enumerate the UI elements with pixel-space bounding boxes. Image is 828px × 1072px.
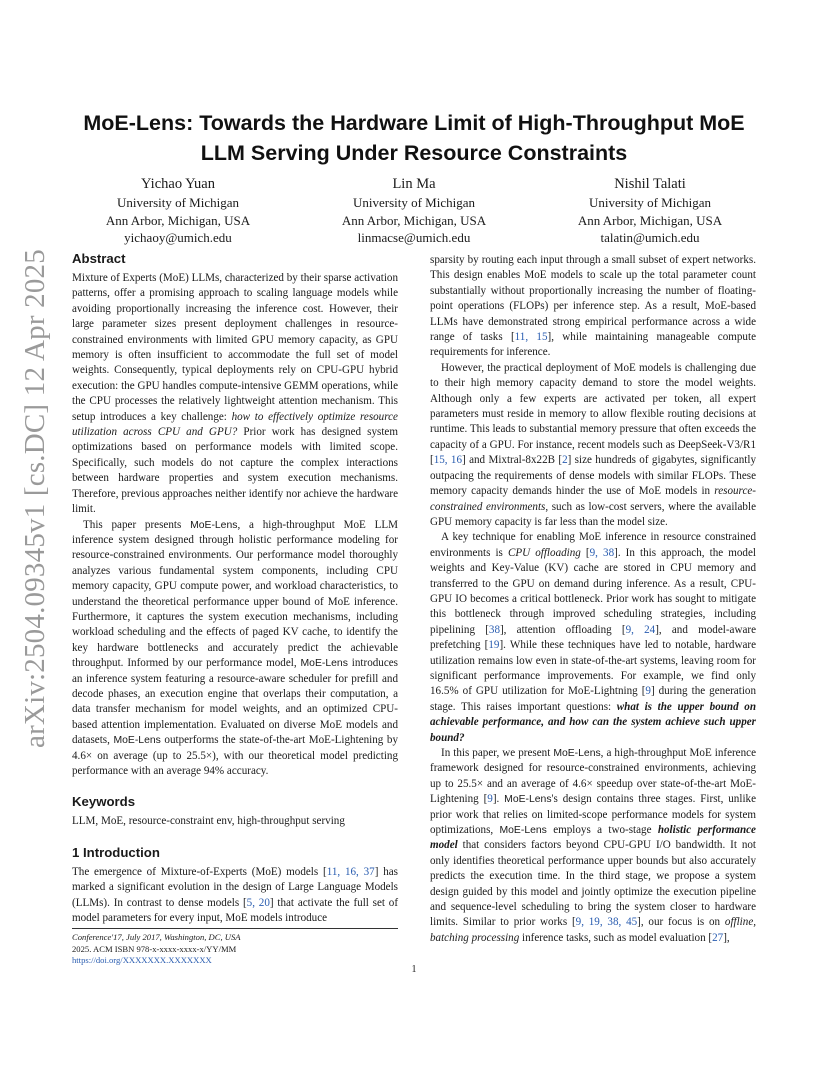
citation-link[interactable]: 9, 19, 38, 45 xyxy=(575,916,638,929)
right-column xyxy=(430,253,756,946)
author-affiliation: University of Michigan xyxy=(352,195,476,210)
author-block xyxy=(60,174,768,247)
left-column xyxy=(72,250,398,926)
abstract-paragraph-2: This paper presents MoE-Lens, a high-throughput MoE LLM inference system designed through holistic performance modeling for resource-constrained environments. Our performance model thoroughly analyzes various fundamental system components, including CPU memory capacity, GPU compute power, and workload characteristics, to understand the theoretical performance upper bound of MoE inference. Furthermore, it captures the system execution mechanisms, including workload scheduling and the effects of paged KV cache, to identify the key hardware bottlenecks and accurately predict the achievable throughput. Informed by our performance model, MoE-Lens introduces an inference system featuring a resource-aware scheduler for prefill and decode phases, an execution engine that overlaps their computation, a data transfer mechanism for model weights, and an optimized CPU-based attention implementation. Evaluated on diverse MoE models and datasets, MoE-Lens outperforms the state-of-the-art MoE-Lightening by 4.6× on average (up to 25.5×), with our theoretical model predicting performance with an average 94% accuracy. xyxy=(72,518,398,777)
author-affiliation: University of Michigan xyxy=(588,195,712,210)
citation-link[interactable]: 15, 16 xyxy=(433,454,463,467)
isbn-line: 2025. ACM ISBN 978-x-xxxx-xxxx-x/YY/MM xyxy=(72,943,237,954)
author-3 xyxy=(532,174,768,247)
citation-link[interactable]: 9, 38 xyxy=(589,546,615,559)
intro-paragraph-5: In this paper, we present MoE-Lens, a high-throughput MoE inference framework designed for resource-constrained environments, achieving up to 25.5× and an average of 4.6× speedup over state-of-the-art MoE-Lightening [9]. MoE-Lens's design contains three stages. First, unlike prior work that relies on limited-scope performance models for system optimizations, MoE-Lens employs a two-stage holistic performance model that considers factors beyond CPU-GPU I/O bandwidth. It not only identifies theoretical performance upper bounds but also accurately predicts the execution time. In the third stage, we propose a system design guided by this model and jointly optimize the execution pipeline and sequence-level scheduling to bring the system closer to hardware limits. Similar to prior works [9, 19, 38, 45], our focus is on offline, batching processing inference tasks, such as model evaluation [27], xyxy=(430,747,757,944)
intro-paragraph-3: However, the practical deployment of MoE models is challenging due to their high memory capacity demand to store the model weights. Although only a few experts are activated per token, all expert parameters must reside in memory to allow flexible routing decisions at runtime. This leads to substantial memory pressure that often exceeds the capacity of a GPU. For instance, recent models such as DeepSeek-V3/R1 [15, 16] and Mixtral-8x22B [2] size hundreds of gigabytes, significantly outpacing the requirements of dense models with similar FLOPs. These memory capacity demands hinder the use of MoE models in resource-constrained environments, such as low-cost servers, where the available GPU memory capacity is far less than the model size. xyxy=(430,361,757,528)
citation-link[interactable]: 9 xyxy=(487,793,493,806)
citation-link[interactable]: 19 xyxy=(488,639,500,652)
intro-paragraph-1: The emergence of Mixture-of-Experts (MoE) models [11, 16, 37] has marked a significant evolution in the design of Large Language Models (LLMs). In contrast to dense models [5, 20] that activate the full set of model parameters for every input, MoE models introduce xyxy=(72,865,399,925)
conference-line: Conference'17, July 2017, Washington, DC, USA xyxy=(72,932,241,942)
keywords-heading: Keywords xyxy=(72,794,136,810)
citation-link[interactable]: 9, 24 xyxy=(625,623,656,636)
author-2 xyxy=(296,174,532,247)
author-name: Lin Ma xyxy=(392,176,436,192)
doi-link[interactable]: https://doi.org/XXXXXXX.XXXXXXX xyxy=(72,955,212,965)
introduction-heading: 1 Introduction xyxy=(72,844,160,860)
intro-paragraph-2: sparsity by routing each input through a small subset of expert networks. This design enables MoE models to scale up the total parameter count substantially without proportionally increasing the number of floating-point operations (FLOPs) per inference step. As a result, MoE-based LLMs have demonstrated strong empirical performance across a wide range of tasks [11, 15], while maintaining manageable compute requirements for inference. xyxy=(430,254,756,359)
author-affiliation: University of Michigan xyxy=(116,195,240,210)
author-location: Ann Arbor, Michigan, USA xyxy=(341,212,487,228)
citation-link[interactable]: 2 xyxy=(562,454,568,467)
author-name: Yichao Yuan xyxy=(141,176,215,192)
author-email[interactable]: talatin@umich.edu xyxy=(600,230,700,245)
abstract-paragraph-1: Mixture of Experts (MoE) LLMs, characterized by their sparse activation patterns, offer a promising approach to scaling language models while avoiding proportionally increasing the inference cost. However, their large parameter sizes present deployment challenges in resource-constrained environments with limited GPU memory capacity, as GPU memory is often insufficient to accommodate the full set of model weights. Consequently, typical deployments rely on CPU-GPU hybrid execution: the GPU handles compute-intensive GEMM operations, while the CPU processes the relatively lightweight attention mechanism. This setup introduces a key challenge: how to effectively optimize resource utilization across CPU and GPU? Prior work has designed system optimizations based on performance models with limited scope. Specifically, such models do not capture the complex interactions between hardware properties and system execution mechanisms. Therefore, previous approaches neither identify nor achieve the hardware limit. xyxy=(72,272,398,516)
arxiv-identifier: arXiv:2504.09345v1 [cs.DC] 12 Apr 2025 xyxy=(19,249,51,748)
author-1 xyxy=(60,174,296,247)
citation-link[interactable]: 27 xyxy=(712,931,724,944)
keywords-text: LLM, MoE, resource-constraint env, high-throughput serving xyxy=(72,815,345,828)
author-name: Nishil Talati xyxy=(614,176,686,192)
author-location: Ann Arbor, Michigan, USA xyxy=(105,212,251,228)
page-number: 1 xyxy=(411,964,417,975)
author-email[interactable]: yichaoy@umich.edu xyxy=(124,230,232,245)
citation-link[interactable]: 5, 20 xyxy=(246,896,270,909)
intro-paragraph-4: A key technique for enabling MoE inference in resource constrained environments is CPU offloading [9, 38]. In this approach, the model weights and Key-Value (KV) cache are stored in CPU memory and transferred to the GPU on demand during inference. As a result, CPU-GPU IO becomes a critical bottleneck. Prior work has sought to mitigate this bottleneck through improved scheduling strategies, including pipelining [38], attention offloading [9, 24], and model-aware prefetching [19]. While these techniques have led to notable, hardware utilization remains low even in state-of-the-art systems, leaving room for significant performance improvements. For example, we find only 16.5% of GPU utilization for MoE-Lightning [9] during the generation stage. This raises important questions: what is the upper bound on achievable performance, and how can the system achieve such upper bound? xyxy=(430,531,757,744)
author-email[interactable]: linmacse@umich.edu xyxy=(357,230,471,245)
citation-link[interactable]: 11, 16, 37 xyxy=(326,865,375,878)
abstract-heading: Abstract xyxy=(72,251,126,266)
paper-title: MoE-Lens: Towards the Hardware Limit of High-Throughput MoE LLM Serving Under Resource Constraints xyxy=(83,111,745,165)
citation-link[interactable]: 9 xyxy=(645,685,651,698)
acm-footnote xyxy=(72,928,398,967)
author-location: Ann Arbor, Michigan, USA xyxy=(577,212,723,228)
citation-link[interactable]: 11, 15 xyxy=(514,331,548,344)
citation-link[interactable]: 38 xyxy=(488,623,500,636)
